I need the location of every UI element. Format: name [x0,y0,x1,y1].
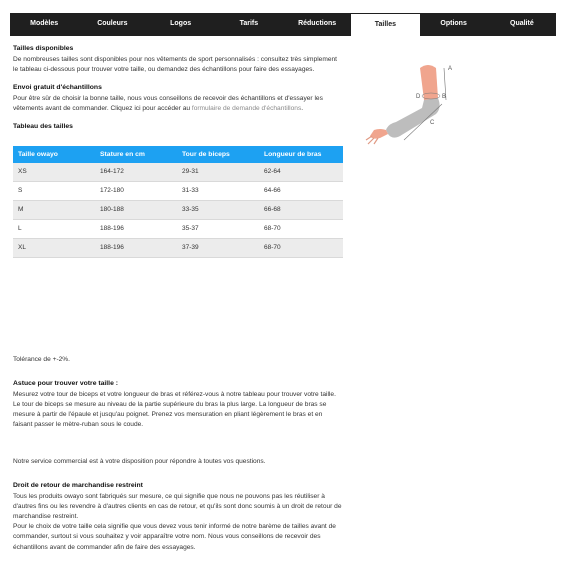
cell-biceps: 35-37 [177,220,259,239]
sample-request-link[interactable]: formulaire de demande d'échantillons [191,104,302,112]
size-tip [13,379,343,430]
header-arm-length: Longueur de bras [259,146,343,163]
arm-sleeve-illustration [358,56,508,156]
header-stature: Stature en cm [95,146,177,163]
cell-arm-length: 68-70 [259,239,343,258]
cell-arm-length: 64-66 [259,182,343,201]
tab-quality[interactable]: Qualité [510,20,534,28]
cell-size: XS [13,163,95,182]
returns-policy [13,481,343,553]
arm-label-d: D [416,94,421,100]
tab-discounts[interactable]: Réductions [298,20,337,28]
arm-label-c: C [430,120,435,126]
cell-stature: 188-196 [95,239,177,258]
size-table-heading: Tableau des tailles [13,122,73,130]
tab-sizes[interactable]: Tailles [351,13,419,36]
cell-size: M [13,201,95,220]
table-row [13,239,343,258]
tolerance-text: Tolérance de +-2%. [13,356,70,363]
cell-biceps: 31-33 [177,182,259,201]
cell-stature: 188-196 [95,220,177,239]
size-tip-heading: Astuce pour trouver votre taille : [13,380,118,387]
table-row [13,220,343,239]
size-table-header [13,146,343,163]
header-size: Taille owayo [13,146,95,163]
cell-biceps: 29-31 [177,163,259,182]
cell-stature: 172-180 [95,182,177,201]
header-biceps: Tour de biceps [177,146,259,163]
table-row [13,201,343,220]
cell-arm-length: 68-70 [259,220,343,239]
cell-stature: 164-172 [95,163,177,182]
table-row [13,182,343,201]
cell-size: XL [13,239,95,258]
tab-options[interactable]: Options [440,20,467,28]
cell-stature: 180-188 [95,201,177,220]
cell-size: S [13,182,95,201]
available-sizes-text: De nombreuses tailles sont disponibles pour nos vêtements de sport personnalisés : consultez très simplement le tableau ci-dessous pour trouver votre taille, ou demandez des échantillons pour faire des essayages. [13,55,337,73]
cell-biceps: 37-39 [177,239,259,258]
cell-size: L [13,220,95,239]
tab-colors[interactable]: Couleurs [97,20,128,28]
free-samples-heading: Envoi gratuit d'échantillons [13,83,102,91]
tab-prices[interactable]: Tarifs [239,20,259,28]
returns-text-2: Pour le choix de votre taille cela signifie que vous devez vous tenir informé de notre barème de tailles avant de commander, surtout si vous souhaitez y voir apparaître votre nom. Nous vous conseillons de recevoir des échantillons avant de commander afin de faire des essayages. [13,523,336,551]
hand-skin [370,129,388,139]
size-table [13,146,343,258]
returns-text-1: Tous les produits owayo sont fabriqués sur mesure, ce qui signifie que nous ne pouvons pas les réutiliser à d'autres fins ou les revendre à d'autres clients en cas de retour, et qu'ils sont donc soumis à un droit de retour de marchandise restreint. [13,492,342,520]
cell-arm-length: 66-68 [259,201,343,220]
tab-models[interactable]: Modèles [30,20,59,28]
tab-logos[interactable]: Logos [170,20,192,28]
category-nav [10,13,556,36]
cell-arm-length: 62-64 [259,163,343,182]
size-tip-text: Mesurez votre tour de biceps et votre longueur de bras et référez-vous à notre tableau pour trouver votre taille. Le tour de biceps se mesure au niveau de la partie supérieure du bras la plus large. La longueur de bras se mesure à partir de l'épaule et jusqu'au poignet. Prenez vos mensuration en pliant légèrement le bras et en faisant passer le mètre-ruban sous le coude. [13,390,336,429]
available-sizes-heading: Tailles disponibles [13,45,74,52]
cell-biceps: 33-35 [177,201,259,220]
arm-label-a: A [448,66,453,72]
service-text: Notre service commercial est à votre disposition pour répondre à toutes vos questions. [13,458,266,465]
free-samples-text: Pour être sûr de choisir la bonne taille, nous vous conseillons de recevoir des échantillons et d'essayer les vêtements avant de commander. Cliquez ici pour accéder au formulaire de demande d'échantillons. [13,94,323,112]
arm-label-b: B [442,94,447,100]
size-info [13,44,343,258]
returns-heading: Droit de retour de marchandise restreint [13,482,143,489]
table-row [13,163,343,182]
